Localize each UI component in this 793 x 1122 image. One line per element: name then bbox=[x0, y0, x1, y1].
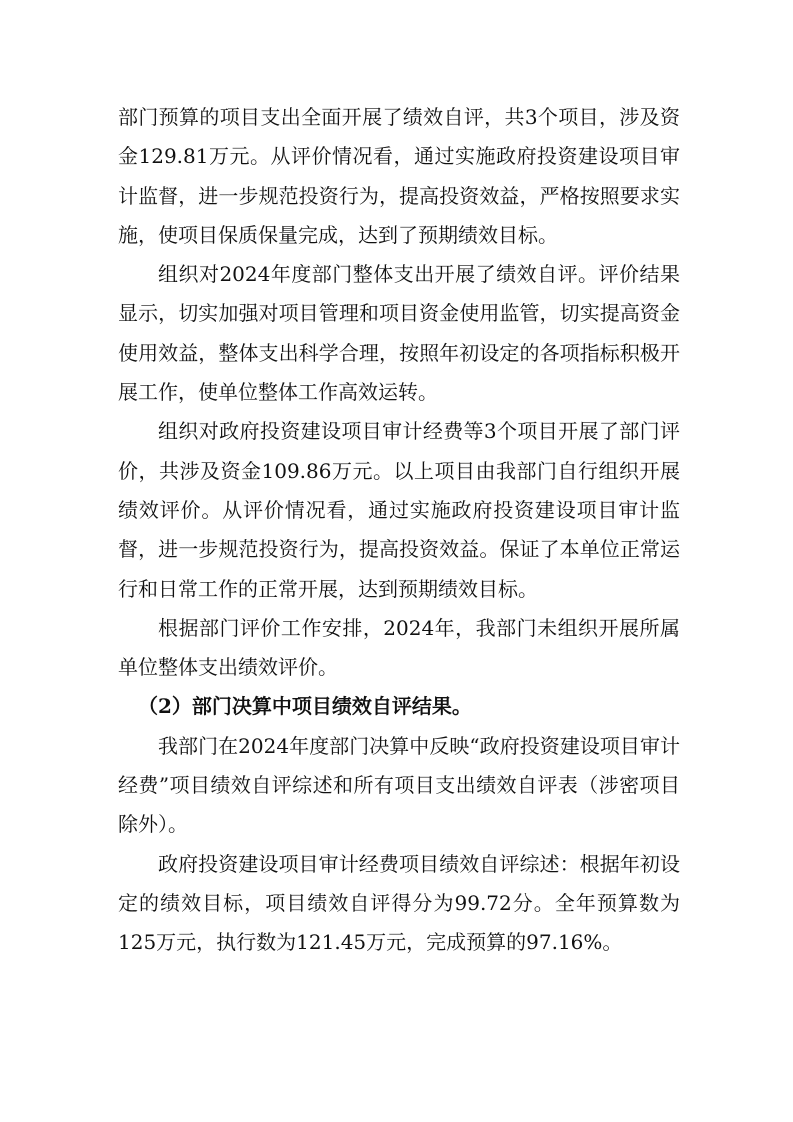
paragraph-department-evaluation: 组织对政府投资建设项目审计经费等3个项目开展了部门评价，共涉及资金109.86万元。以上项目由我部门自行组织开展绩效评价。从评价情况看，通过实施政府投资建设项目审计监督，进一步规范投资行为，提高投资效益。保证了本单位正常运行和日常工作的正常开展，达到预期绩效目标。 bbox=[118, 419, 680, 601]
paragraph-project-summary: 政府投资建设项目审计经费项目绩效自评综述：根据年初设定的绩效目标，项目绩效自评得分为99.72分。全年预算数为125万元，执行数为121.45万元，完成预算的97.16%。 bbox=[118, 851, 680, 955]
document-body bbox=[118, 98, 680, 963]
paragraph-continuation: 部门预算的项目支出全面开展了绩效自评，共3个项目，涉及资金129.81万元。从评价情况看，通过实施政府投资建设项目审计监督，进一步规范投资行为，提高投资效益，严格按照要求实施，使项目保质保量完成，达到了预期绩效目标。 bbox=[118, 105, 680, 247]
paragraph-final-accounts: 我部门在2024年度部门决算中反映“政府投资建设项目审计经费”项目绩效自评综述和所有项目支出绩效自评表（涉密项目除外）。 bbox=[118, 733, 680, 837]
paragraph-overall-expenditure-evaluation: 组织对2024年度部门整体支出开展了绩效自评。评价结果显示，切实加强对项目管理和项目资金使用监管，切实提高资金使用效益，整体支出科学合理，按照年初设定的各项指标积极开展工作，使单位整体工作高效运转。 bbox=[118, 262, 680, 405]
paragraph-subordinate-units: 根据部门评价工作安排，2024年，我部门未组织开展所属单位整体支出绩效评价。 bbox=[118, 615, 680, 680]
section-heading: （2）部门决算中项目绩效自评结果。 bbox=[138, 694, 472, 719]
